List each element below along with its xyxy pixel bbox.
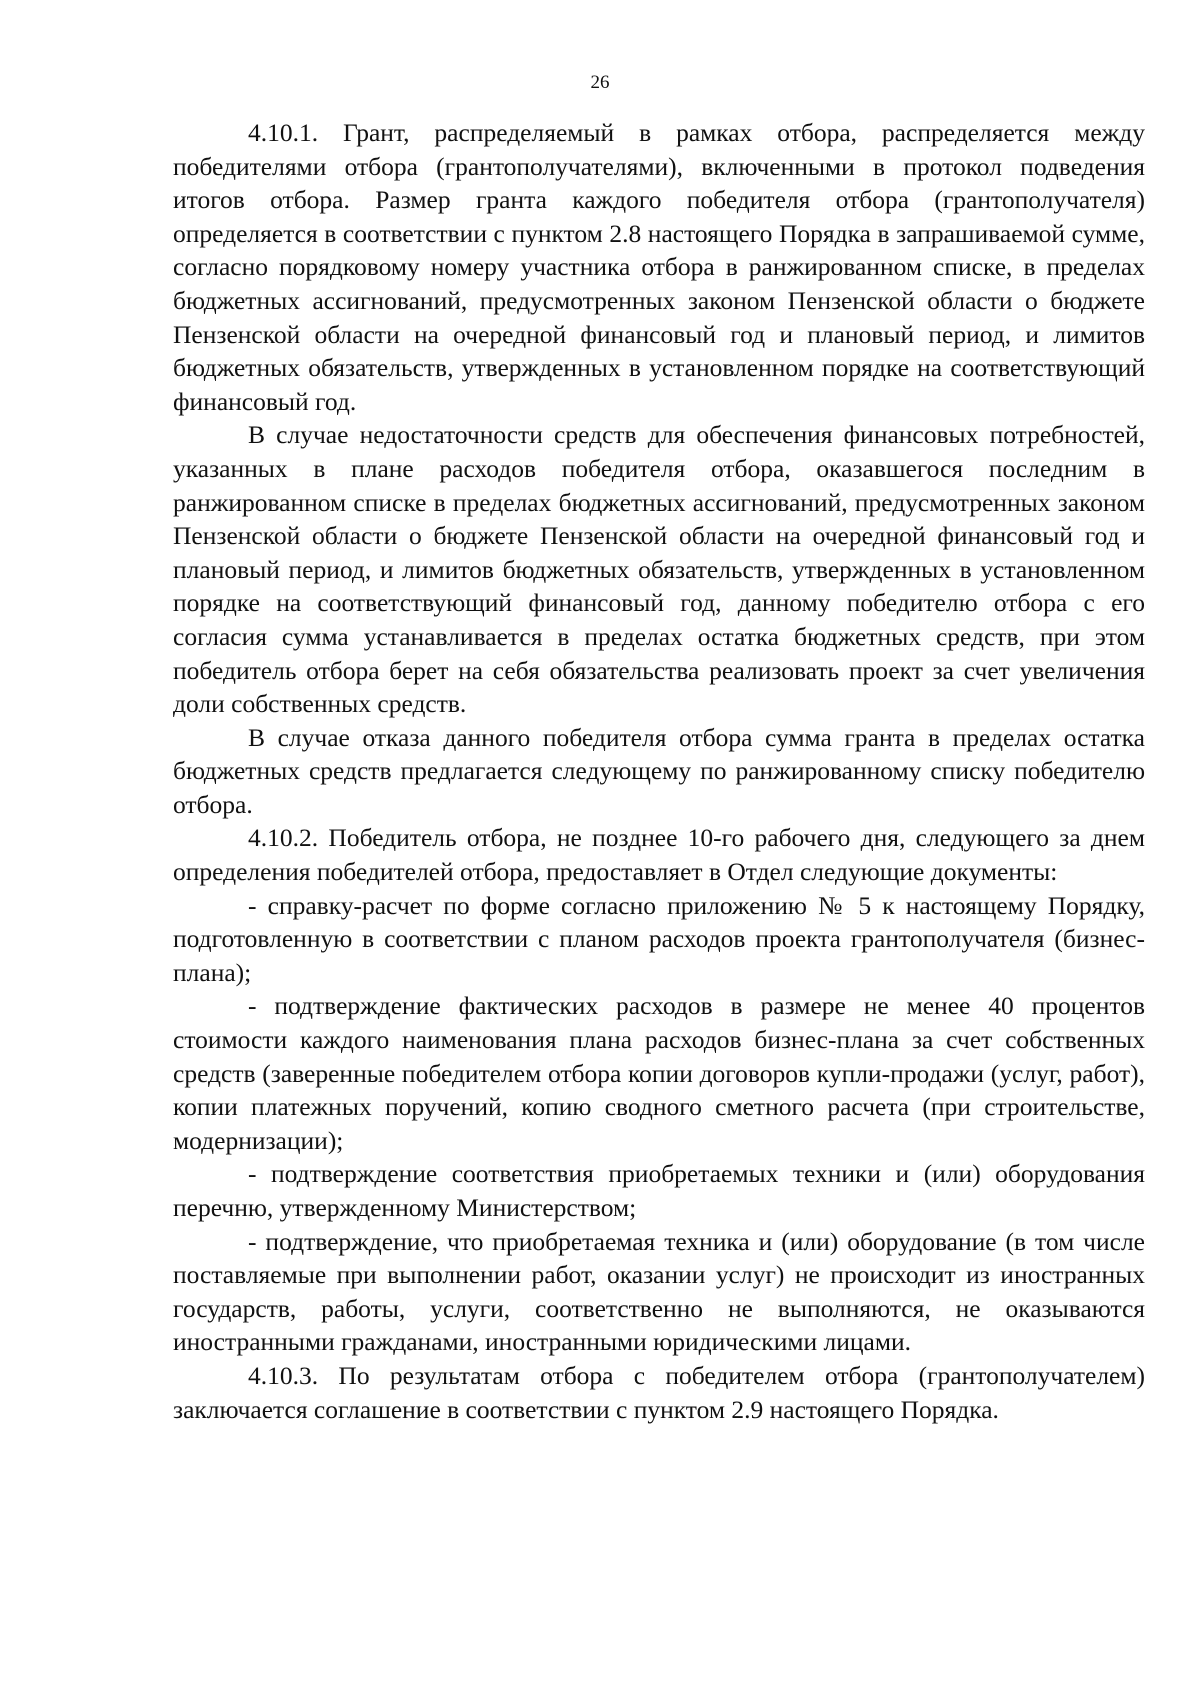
page-number: 26 [590,72,610,93]
list-item-expenses: - подтверждение фактических расходов в размере не менее 40 процентов стоимости каждого наименования плана расходов бизнес-плана за счет собственных средств (заверенные победителем отбора копии договоров купли-продажи (услуг, работ), копии платежных поручений, копию сводного сметного расчета (при строительстве, модернизации); [173,991,1145,1155]
paragraph-refusal: В случае отказа данного победителя отбора сумма гранта в пределах остатка бюджетных средств предлагается следующему по ранжированному списку победителю отбора. [173,722,1145,819]
paragraph-insufficient-funds: В случае недостаточности средств для обеспечения финансовых потребностей, указанных в плане расходов победителя отбора, оказавшегося последним в ранжированном списке в пределах бюджетных ассигнований, предусмотренных законом Пензенской области о бюджете Пензенской области на очередной финансовый год и плановый период, и лимитов бюджетных обязательств, утвержденных в установленном порядке на соответствующий финансовый год, данному победителю отбора с его согласия сумма устанавливается в пределах остатка бюджетных средств, при этом победитель отбора берет на себя обязательства реализовать проект за счет увеличения доли собственных средств. [173,420,1145,719]
list-item-origin: - подтверждение, что приобретаемая техника и (или) оборудование (в том числе поставляемые при выполнении работ, оказании услуг) не происходит из иностранных государств, работы, услуги, соответственно не выполняются, не оказываются иностранными гражданами, иностранными юридическими лицами. [173,1226,1145,1357]
document-body [173,116,1145,1426]
paragraph-4-10-2: 4.10.2. Победитель отбора, не позднее 10-го рабочего дня, следующего за днем определения победителей отбора, предоставляет в Отдел следующие документы: [173,823,1145,887]
list-item-equipment-list: - подтверждение соответствия приобретаемых техники и (или) оборудования перечню, утвержденному Министерством; [173,1159,1145,1222]
list-item-calculation: - справку-расчет по форме согласно приложению № 5 к настоящему Порядку, подготовленную в соответствии с планом расходов проекта грантополучателя (бизнес-плана); [173,890,1145,987]
paragraph-4-10-3: 4.10.3. По результатам отбора с победителем отбора (грантополучателем) заключается соглашение в соответствии с пунктом 2.9 настоящего Порядка. [173,1360,1145,1424]
paragraph-4-10-1: 4.10.1. Грант, распределяемый в рамках отбора, распределяется между победителями отбора (грантополучателями), включенными в протокол подведения итогов отбора. Размер гранта каждого победителя отбора (грантополучателя) определяется в соответствии с пунктом 2.8 настоящего Порядка в запрашиваемой сумме, согласно порядковому номеру участника отбора в ранжированном списке, в пределах бюджетных ассигнований, предусмотренных законом Пензенской области о бюджете Пензенской области на очередной финансовый год и плановый период, и лимитов бюджетных обязательств, утвержденных в установленном порядке на соответствующий финансовый год. [173,118,1145,416]
